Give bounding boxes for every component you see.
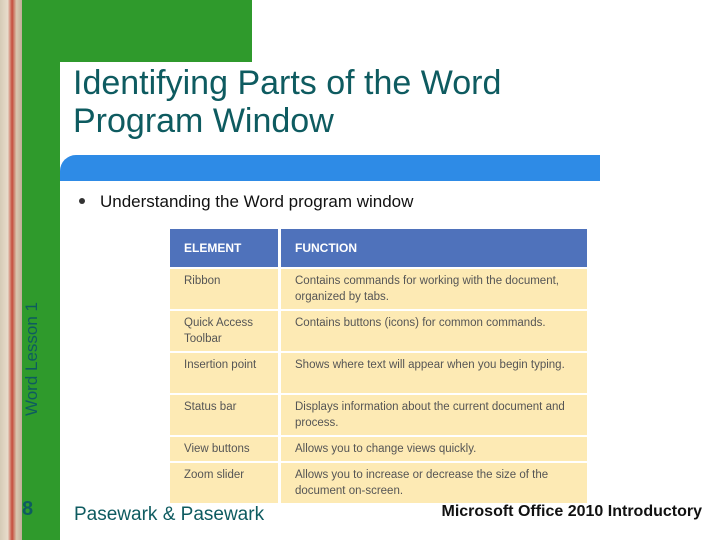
function-cell: Displays information about the current document and process.: [281, 393, 587, 435]
element-cell: Quick Access Toolbar: [170, 309, 281, 351]
bullet-dot-icon: [79, 198, 85, 204]
table-row: [170, 461, 587, 503]
slide-title: Identifying Parts of the Word Program Window: [73, 64, 502, 140]
table-header-row: [170, 229, 587, 267]
function-cell: Allows you to increase or decrease the size of the document on-screen.: [281, 461, 587, 503]
table-row: [170, 351, 587, 393]
page-number: 8: [22, 498, 34, 520]
word-window-parts-table: [170, 229, 587, 503]
element-cell: View buttons: [170, 435, 281, 461]
element-cell: Insertion point: [170, 351, 281, 393]
function-cell: Shows where text will appear when you begin typing.: [281, 351, 587, 393]
element-cell: Ribbon: [170, 267, 281, 309]
column-header-element: ELEMENT: [170, 229, 281, 267]
bullet-text: Understanding the Word program window: [100, 192, 414, 211]
function-cell: Contains buttons (icons) for common commands.: [281, 309, 587, 351]
element-cell: Zoom slider: [170, 461, 281, 503]
top-green-block: [60, 0, 252, 62]
function-cell: Allows you to change views quickly.: [281, 435, 587, 461]
footer-book-title: Microsoft Office 2010 Introductory: [441, 503, 702, 520]
vertical-lesson-label: Word Lesson 1: [22, 301, 41, 417]
table-row: [170, 309, 587, 351]
function-cell: Contains commands for working with the document, organized by tabs.: [281, 267, 587, 309]
footer-authors: Pasewark & Pasewark: [74, 504, 265, 525]
table-row: [170, 435, 587, 461]
table-row: [170, 267, 587, 309]
element-cell: Status bar: [170, 393, 281, 435]
decorative-border: [0, 0, 22, 540]
table-row: [170, 393, 587, 435]
title-underline-bar: [60, 155, 600, 181]
column-header-function: FUNCTION: [281, 229, 587, 267]
left-decor-strip: [0, 0, 60, 540]
